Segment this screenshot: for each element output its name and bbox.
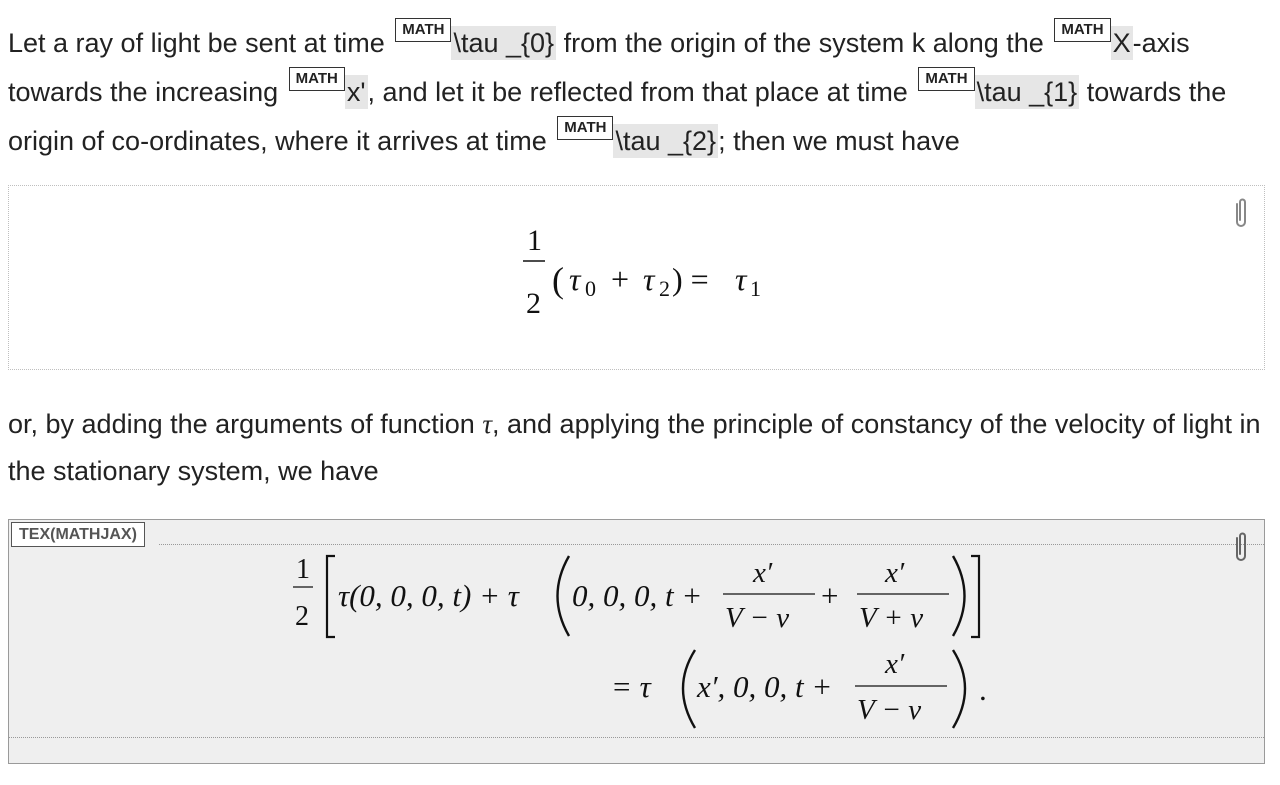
eq1-sub2: 2 <box>659 276 670 301</box>
text-run: , and let it be reflected from that place at time <box>367 77 908 107</box>
equation-block-1[interactable] <box>8 185 1265 370</box>
eq2-frac3-num: x′ <box>885 648 905 680</box>
eq1-rhs: ) = <box>672 261 717 297</box>
eq2-half-den: 2 <box>295 601 309 632</box>
text-run: from the origin of the system k along the <box>563 28 1044 58</box>
eq2-open-paren-1 <box>558 556 570 636</box>
math-tag[interactable]: MATH <box>1054 18 1110 42</box>
eq2-line2-b: x′, 0, 0, t + <box>697 669 833 704</box>
eq2-frac2-num: x′ <box>885 557 905 589</box>
eq2-line1-a: τ(0, 0, 0, t) + τ <box>338 578 519 613</box>
eq2-close-bracket <box>971 556 979 637</box>
eq2-line2-a: = τ <box>611 669 651 704</box>
math-tag[interactable]: MATH <box>395 18 451 42</box>
eq1-sub0: 0 <box>585 276 596 301</box>
eq2-frac3-den: V − v <box>857 694 922 726</box>
text-run: -axis towards the increasing <box>8 28 1190 107</box>
eq1-plus: + <box>611 261 630 297</box>
equation-2-render <box>9 520 1264 763</box>
inline-math-tau0[interactable]: \tau _{0} <box>453 28 555 58</box>
text-run: , and applying the principle of constancy of the velocity of light in the stationary system, we have <box>8 409 1261 486</box>
eq2-frac1-den: V − v <box>725 602 790 634</box>
inline-math-xprime[interactable]: x' <box>346 77 366 107</box>
eq2-close-paren-2 <box>953 650 965 728</box>
eq2-frac2-den: V + v <box>859 602 924 634</box>
tex-mathjax-label[interactable]: TEX(MATHJAX) <box>11 522 145 547</box>
eq2-open-paren-2 <box>683 650 695 728</box>
inline-math-tau2[interactable]: \tau _{2} <box>615 126 717 156</box>
math-tag[interactable]: MATH <box>918 67 974 91</box>
eq1-tau: τ <box>735 261 747 297</box>
paragraph-intro <box>8 18 1270 165</box>
eq1-tau: τ <box>643 261 655 297</box>
eq2-plus: + <box>821 578 839 613</box>
equation-block-2[interactable] <box>8 519 1265 764</box>
text-run: Let a ray of light be sent at time <box>8 28 385 58</box>
eq2-frac1-num: x′ <box>753 557 773 589</box>
math-tag[interactable]: MATH <box>289 67 345 91</box>
math-tag[interactable]: MATH <box>557 116 613 140</box>
inline-math-x[interactable]: X <box>1112 28 1131 58</box>
eq2-open-bracket <box>327 556 335 637</box>
paragraph-continuation <box>8 401 1270 495</box>
inline-tau: τ <box>482 409 492 439</box>
text-run: ; then we must have <box>718 126 960 156</box>
text-run: or, by adding the arguments of function <box>8 409 475 439</box>
eq2-half-num: 1 <box>296 554 310 585</box>
eq1-numerator: 1 <box>527 224 542 257</box>
inline-math-tau1[interactable]: \tau _{1} <box>976 77 1078 107</box>
eq2-close-paren-1 <box>953 556 965 636</box>
eq1-tau: τ <box>569 261 581 297</box>
text-run: towards the origin of co-ordinates, where it arrives at time <box>8 77 1227 156</box>
eq1-denominator: 2 <box>526 287 541 320</box>
eq2-line1-b: 0, 0, 0, t + <box>572 578 703 613</box>
eq2-period: . <box>979 672 987 707</box>
eq1-sub1: 1 <box>750 276 761 301</box>
equation-1-render <box>9 186 1264 369</box>
eq1-open-paren: ( <box>552 260 564 300</box>
